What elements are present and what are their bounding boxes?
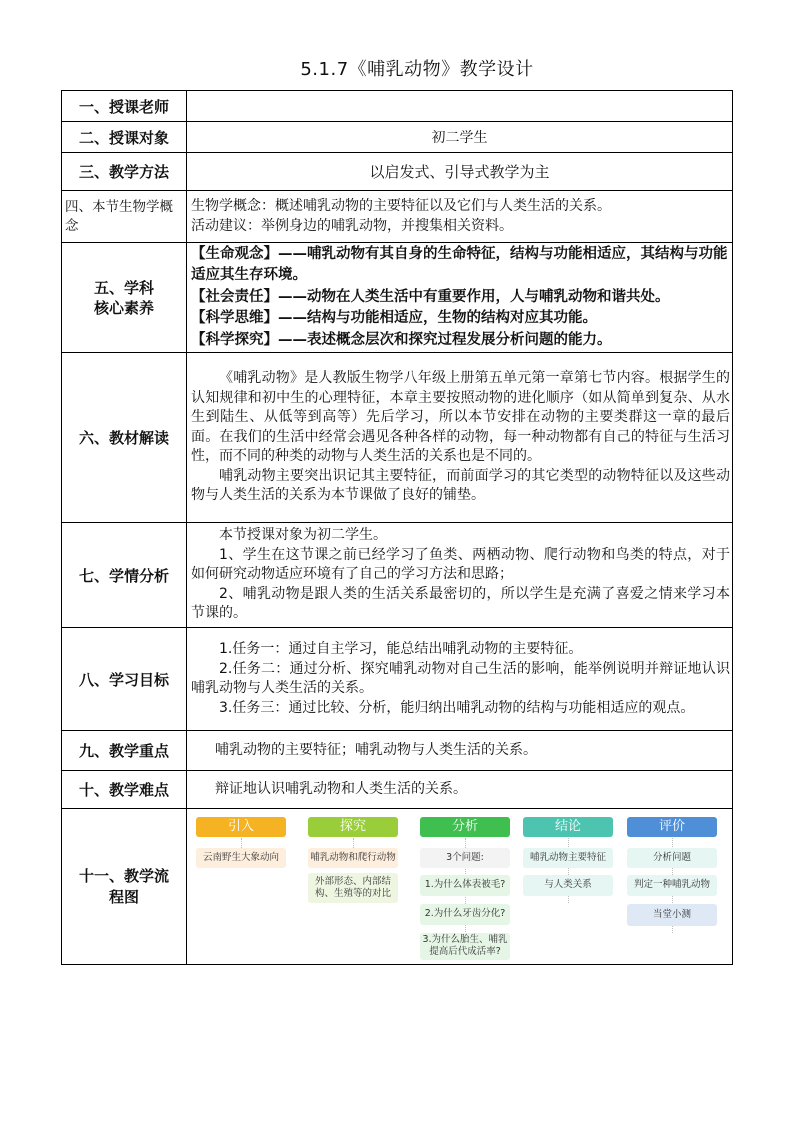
literacy-life: 【生命观念】——哺乳动物有其自身的生命特征，结构与功能相适应，其结构与功能适应其生存环境。 [191,245,728,284]
intro-item-1: 云南野生大象动向 [196,848,286,868]
connector [353,838,354,848]
analyze-item-2: 1.为什么体表被毛? [420,875,510,896]
explore-item-1: 哺乳动物和爬行动物 [308,848,398,868]
analyze-item-1: 3个问题: [420,848,510,868]
value-students [187,523,733,628]
label-literacy-2: 核心素养 [93,298,154,317]
page-title: 5.1.7《哺乳动物》教学设计 [300,59,534,80]
goal-1: 1.任务一：通过自主学习，能总结出哺乳动物的主要特征。 [219,641,583,657]
row-flow [62,809,733,965]
row-literacy [62,243,733,353]
value-target: 初二学生 [187,122,733,153]
label-students: 七、学情分析 [62,523,187,628]
value-flow [187,809,733,965]
concept-line-1: 生物学概念：概述哺乳动物的主要特征以及它们与人类生活的关系。 [191,198,611,214]
label-teacher: 一、授课老师 [62,91,187,122]
label-textbook: 六、教材解读 [62,353,187,523]
value-method: 以启发式、引导式教学为主 [187,153,733,191]
label-flow [62,809,187,965]
explore-item-2: 外部形态、内部结构、生殖等的对比 [308,873,398,903]
row-students [62,523,733,628]
row-method [62,153,733,191]
goal-2: 2.任务二：通过分析、探究哺乳动物对自己生活的影响，能举例说明并辩证地认识哺乳动物与人类生活的关系。 [191,660,730,696]
students-para-3: 2、哺乳动物是跟人类的生活关系最密切的，所以学生是充满了喜爱之情来学习本节课的。 [191,585,730,622]
stage-analyze-header: 分析 [420,817,510,837]
analyze-item-4: 3.为什么胎生、哺乳提高后代成活率? [420,933,510,960]
row-goals [62,628,733,731]
value-concept [187,191,733,243]
goal-3: 3.任务三：通过比较、分析，能归纳出哺乳动物的结构与功能相适应的观点。 [219,699,695,716]
label-difficulty: 十、教学难点 [62,771,187,809]
key-text: 哺乳动物的主要特征；哺乳动物与人类生活的关系。 [215,741,537,758]
conclude-item-2: 与人类关系 [523,875,613,896]
stage-conclude-header: 结论 [523,817,613,837]
label-flow-1: 十一、教学流 [78,866,169,885]
connector [241,838,242,848]
textbook-para-2: 哺乳动物主要突出识记其主要特征，而前面学习的其它类型的动物特征以及这些动物与人类生活的关系为本节课做了良好的铺垫。 [191,467,730,504]
label-flow-2: 程图 [108,887,139,906]
label-concept: 四、本节生物学概念 [62,191,187,243]
value-difficulty [187,771,733,809]
stage-intro-header: 引入 [196,817,286,837]
row-target [62,122,733,153]
textbook-para-1: 《哺乳动物》是人教版生物学八年级上册第五单元第一章第七节内容。根据学生的认知规律和初中生的心理特征，本章主要按照动物的进化顺序（如从简单到复杂、从水生到陆生、从低等到高等）先后学习，所以本节安排在动物的主要类群这一章的最后面。在我们的生活中经常会遇见各种各样的动物，每一种动物都有自己的特征与生活习性，而不同的种类的动物与人类生活的关系也是不同的。 [191,370,730,465]
students-para-2: 1、学生在这节课之前已经学习了鱼类、两栖动物、爬行动物和鸟类的特点，对于如何研究动物适应环境有了自己的学习方法和思路； [191,546,730,583]
evaluate-item-3: 当堂小测 [627,904,717,926]
conclude-item-1: 哺乳动物主要特征 [523,848,613,868]
analyze-item-3: 2.为什么牙齿分化? [420,904,510,925]
row-concept [62,191,733,243]
concept-line-2: 活动建议：举例身边的哺乳动物，并搜集相关资料。 [191,217,513,234]
flowchart [187,812,732,962]
label-key: 九、教学重点 [62,731,187,771]
stage-explore-header: 探究 [308,817,398,837]
evaluate-item-2: 判定一种哺乳动物 [627,875,717,896]
label-method: 三、教学方法 [62,153,187,191]
value-goals [187,628,733,731]
value-teacher [187,91,733,122]
difficulty-text: 辩证地认识哺乳动物和人类生活的关系。 [215,780,467,797]
row-difficulty [62,771,733,809]
row-teacher [62,91,733,122]
stage-evaluate-header: 评价 [627,817,717,837]
row-textbook [62,353,733,523]
students-para-1: 本节授课对象为初二学生。 [219,527,387,544]
evaluate-item-1: 分析问题 [627,848,717,868]
value-literacy [187,243,733,353]
value-key [187,731,733,771]
label-literacy-1: 五、学科 [93,278,154,297]
row-key [62,731,733,771]
value-textbook [187,353,733,523]
literacy-society: 【社会责任】——动物在人类生活中有重要作用，人与哺乳动物和谐共处。 [191,288,670,305]
label-literacy [62,243,187,353]
literacy-thinking: 【科学思维】——结构与功能相适应，生物的结构对应其功能。 [191,310,597,327]
literacy-inquiry: 【科学探究】——表述概念层次和探究过程发展分析问题的能力。 [191,331,612,348]
lesson-plan-table [61,90,733,965]
label-goals: 八、学习目标 [62,628,187,731]
label-target: 二、授课对象 [62,122,187,153]
